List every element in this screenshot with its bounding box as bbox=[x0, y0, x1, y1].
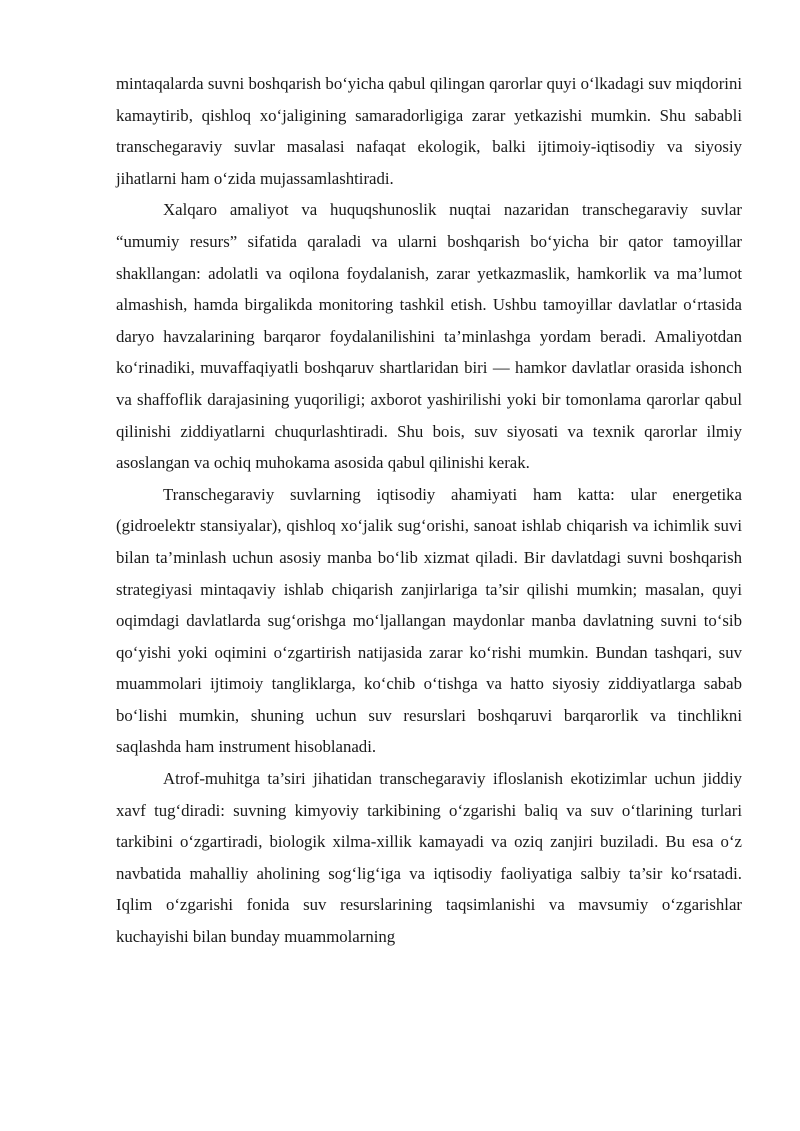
paragraph-continuation: mintaqalarda suvni boshqarish bo‘yicha qabul qilingan qarorlar quyi o‘lkadagi suv miqdorini kamaytirib, qishloq xo‘jaligining samaradorligiga zarar yetkazishi mumkin. Shu sababli transchegaraviy suvlar masalasi nafaqat ekologik, balki ijtimoiy-iqtisodiy va siyosiy jihatlarni ham o‘zida mujassamlashtiradi. bbox=[116, 74, 742, 188]
paragraph-economic-importance: Transchegaraviy suvlarning iqtisodiy ahamiyati ham katta: ular energetika (gidroelektr stansiyalar), qishloq xo‘jalik sug‘orishi, sanoat ishlab chiqarish va ichimlik suvi bilan ta’minlash uchun asosiy manba bo‘lib xizmat qiladi. Bir davlatdagi suvni boshqarish strategiyasi mintaqaviy ishlab chiqarish zanjirlariga ta’sir qilishi mumkin; masalan, quyi oqimdagi davlatlarda sug‘orishga mo‘ljallangan maydonlar manba davlatning suvni to‘sib qo‘yishi yoki oqimini o‘zgartirish natijasida zarar ko‘rishi mumkin. Bundan tashqari, suv muammolari ijtimoiy tangliklarga, ko‘chib o‘tishga va hatto siyosiy ziddiyatlarga sabab bo‘lishi mumkin, shuning uchun suv resurslari boshqaruvi barqarorlik va tinchlikni saqlashda ham instrument hisoblanadi. bbox=[116, 484, 742, 757]
paragraph-environmental-impact: Atrof-muhitga ta’siri jihatidan transchegaraviy ifloslanish ekotizimlar uchun jiddiy xavf tug‘diradi: suvning kimyoviy tarkibining o‘zgarishi baliq va suv o‘tlarining turlari tarkibini o‘zgartiradi, biologik xilma-xillik kamayadi va oziq zanjiri buziladi. Bu esa o‘z navbatida mahalliy aholining sog‘lig‘iga va iqtisodiy faoliyatiga salbiy ta’sir ko‘rsatadi. Iqlim o‘zgarishi fonida suv resurslarining taqsimlanishi va mavsumiy o‘zgarishlar kuchayishi bilan bunday muammolarning bbox=[116, 769, 742, 947]
paragraph-international-practice: Xalqaro amaliyot va huquqshunoslik nuqtai nazaridan transchegaraviy suvlar “umumiy resurs” sifatida qaraladi va ularni boshqarish bo‘yicha bir qator tamoyillar shakllangan: adolatli va oqilona foydalanish, zarar yetkazmaslik, hamkorlik va ma’lumot almashish, hamda birgalikda monitoring tashkil etish. Ushbu tamoyillar davlatlar o‘rtasida daryo havzalarining barqaror foydalanilishini ta’minlashga yordam beradi. Amaliyotdan ko‘rinadiki, muvaffaqiyatli boshqaruv shartlaridan biri — hamkor davlatlar orasida ishonch va shaffoflik darajasining yuqoriligi; axborot yashirilishi yoki bir tomonlama qarorlar qabul qilinishi ziddiyatlarni chuqurlashtiradi. Shu bois, suv siyosati va texnik qarorlar ilmiy asoslangan va ochiq muhokama asosida qabul qilinishi kerak. bbox=[116, 200, 742, 473]
